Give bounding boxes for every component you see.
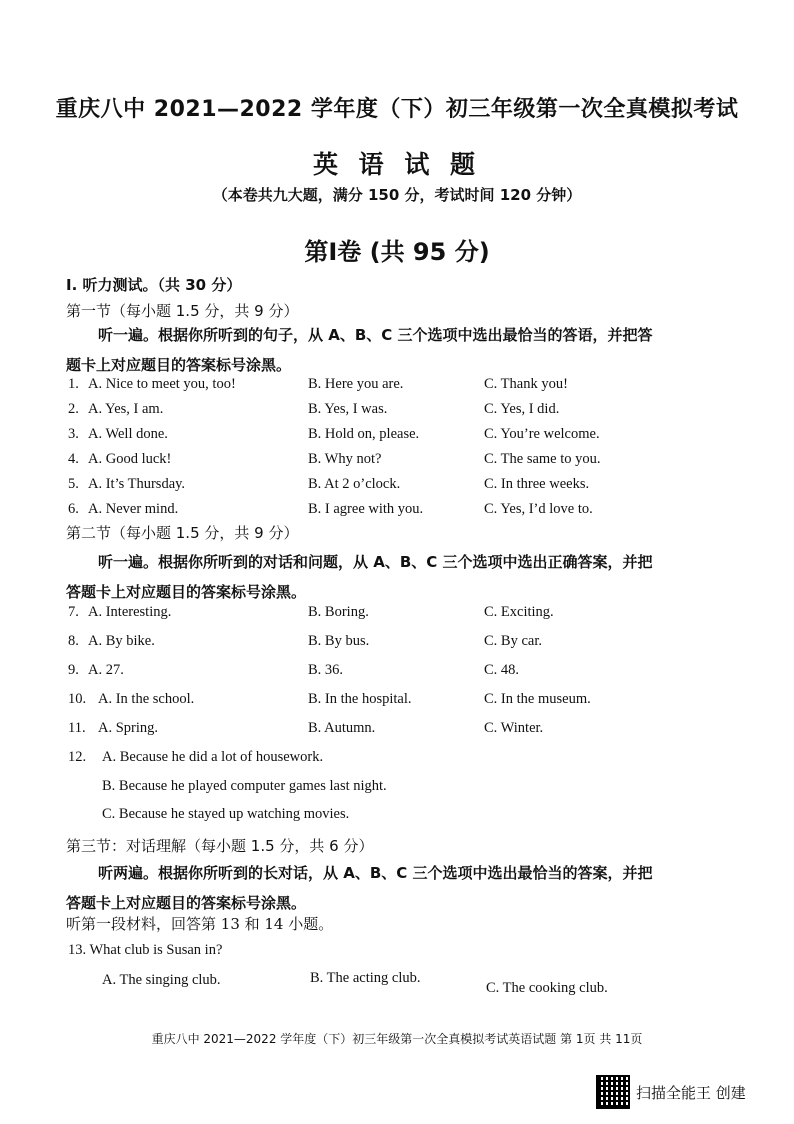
option-c: C. The cooking club. [486,980,608,996]
qr-code-icon [596,1075,630,1109]
question-number: 4. [68,451,79,467]
question-number: 3. [68,426,79,442]
option-b: B. 36. [308,662,344,678]
question-row [66,376,746,398]
question-row [66,501,746,523]
option-a: A. It’s Thursday. [88,476,186,492]
section2-instruction: 听一遍。根据你所听到的对话和问题，从 A、B、C 三个选项中选出正确答案，并把答题卡上对应题目的答案标号涂黑。 [66,553,653,601]
page-footer: 重庆八中 2021—2022 学年度（下）初三年级第一次全真模拟考试英语试题 第 1页 共 11页 [151,1032,643,1046]
option-a: A. The singing club. [102,972,221,988]
scanner-watermark: 扫描全能王 创建 [636,1084,746,1102]
option-c: C. Yes, I’d love to. [484,501,593,517]
option-b: B. Boring. [308,604,369,620]
exam-note: （本卷共九大题，满分 150 分，考试时间 120 分钟） [212,186,582,204]
question-number: 1. [68,376,79,392]
material-note: 听第一段材料，回答第 13 和 14 小题。 [66,915,334,933]
question-row [66,476,746,498]
section3-instruction: 听两遍。根据你所听到的长对话，从 A、B、C 三个选项中选出最恰当的答案，并把答题卡上对应题目的答案标号涂黑。 [66,864,653,912]
question-13: 13. What club is Susan in? [68,942,223,958]
option-a: A. Interesting. [88,604,172,620]
section3-heading: 第三节：对话理解（每小题 1.5 分，共 6 分） [66,837,374,855]
option-b: B. I agree with you. [308,501,424,517]
option-a: A. Never mind. [88,501,179,517]
question-row [66,426,746,448]
option-a: A. 27. [88,662,124,678]
option-b: B. Because he played computer games last night. [102,778,387,794]
option-c: C. Exciting. [484,604,554,620]
option-b: B. Why not? [308,451,382,467]
option-c: C. In the museum. [484,691,591,707]
exam-title: 重庆八中 2021—2022 学年度（下）初三年级第一次全真模拟考试 [55,97,739,122]
option-a: A. Because he did a lot of housework. [102,749,324,765]
section2-heading: 第二节（每小题 1.5 分，共 9 分） [66,524,299,542]
option-b: B. By bus. [308,633,370,649]
option-a: A. Yes, I am. [88,401,164,417]
option-c: C. Because he stayed up watching movies. [102,806,350,822]
question-row [66,401,746,423]
option-a: A. Nice to meet you, too! [88,376,236,392]
option-b: B. Autumn. [308,720,376,736]
question-number: 2. [68,401,79,417]
question-number: 8. [68,633,79,649]
question-number: 11. [68,720,86,736]
option-c: C. By car. [484,633,542,649]
question-number: 9. [68,662,79,678]
question-row [66,633,746,655]
option-a: A. By bike. [88,633,155,649]
option-b: B. At 2 o’clock. [308,476,401,492]
option-b: B. In the hospital. [308,691,412,707]
option-c: C. Winter. [484,720,544,736]
option-b: B. The acting club. [310,970,421,986]
question-row [66,662,746,684]
option-a: A. In the school. [98,691,195,707]
question-row [66,604,746,626]
option-b: B. Here you are. [308,376,404,392]
option-c: C. Yes, I did. [484,401,560,417]
option-a: A. Spring. [98,720,159,736]
option-b: B. Yes, I was. [308,401,388,417]
question-number: 7. [68,604,79,620]
question-row [66,691,746,713]
option-c: C. In three weeks. [484,476,590,492]
question-row [66,720,746,742]
option-c: C. Thank you! [484,376,568,392]
question-number: 12. [68,749,87,765]
volume-heading: 第Ⅰ卷 (共 95 分) [304,238,490,266]
exam-subtitle: 英 语 试 题 [312,150,482,179]
part1-heading: Ⅰ. 听力测试。（共 30 分） [66,276,242,294]
option-c: C. 48. [484,662,520,678]
option-a: A. Good luck! [88,451,172,467]
section1-instruction: 听一遍。根据你所听到的句子，从 A、B、C 三个选项中选出最恰当的答语，并把答题卡上对应题目的答案标号涂黑。 [66,326,653,374]
option-c: C. The same to you. [484,451,601,467]
question-number: 10. [68,691,87,707]
section1-heading: 第一节（每小题 1.5 分，共 9 分） [66,302,299,320]
option-c: C. You’re welcome. [484,426,600,442]
question-number: 5. [68,476,79,492]
question-number: 6. [68,501,79,517]
option-a: A. Well done. [88,426,168,442]
option-b: B. Hold on, please. [308,426,420,442]
question-row [66,451,746,473]
